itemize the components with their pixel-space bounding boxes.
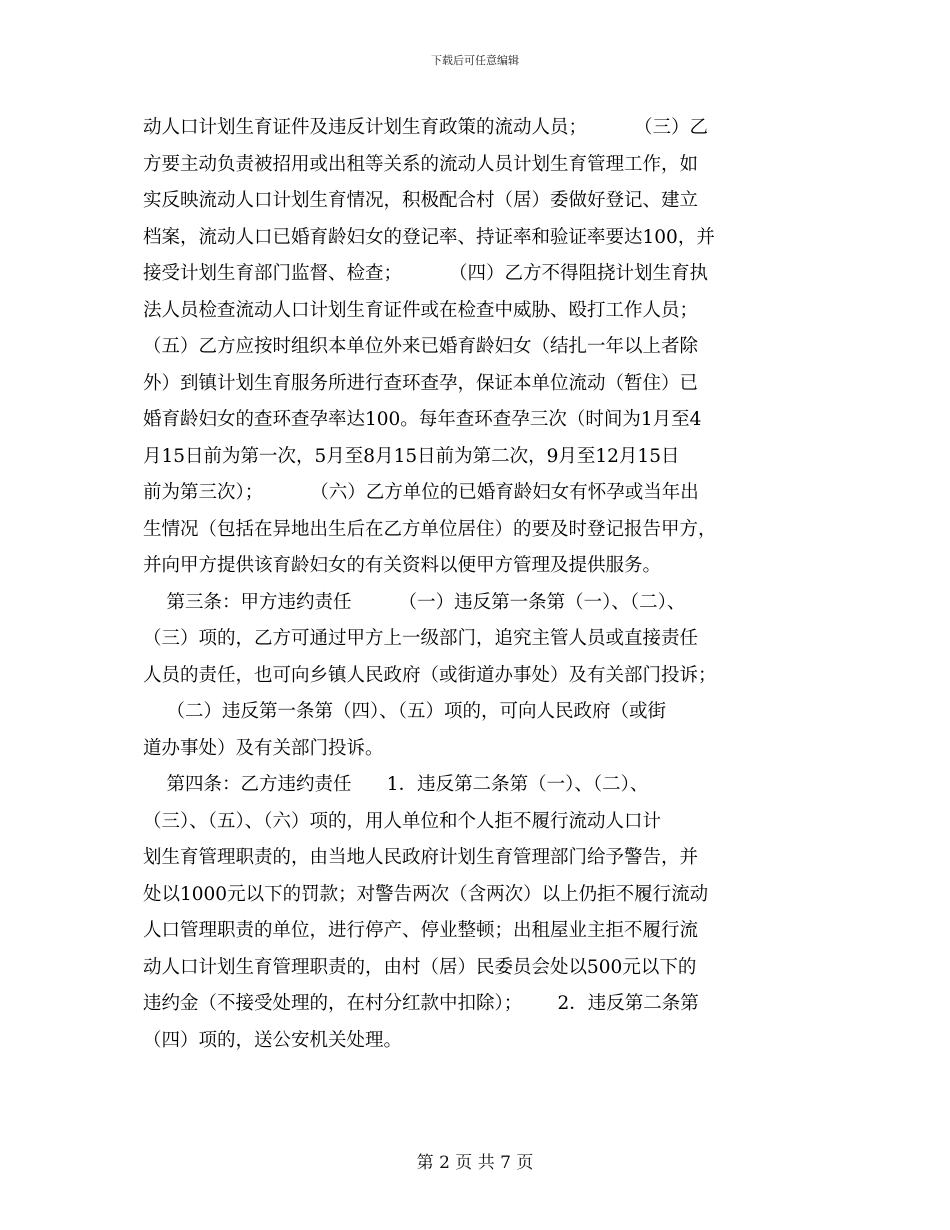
- text-line: 方要主动负责被招用或出租等关系的流动人员计划生育管理工作，如: [143, 153, 699, 175]
- text-line: 人员的责任，也可向乡镇人民政府（或街道办事处）及有关部门投诉；: [143, 664, 717, 686]
- text-line: 法人员检查流动人口计划生育证件或在检查中威胁、殴打工作人员；: [143, 299, 699, 321]
- text-line: （二）违反第一条第（四）、（五）项的，可向人民政府（或街: [143, 701, 667, 722]
- text-line: （五）乙方应按时组织本单位外来已婚育龄妇女（结扎一年以上者除: [143, 336, 699, 357]
- text-line: 划生育管理职责的，由当地人民政府计划生育管理部门给予警告，并: [143, 847, 699, 868]
- text-line: （四）项的，送公安机关处理。: [143, 1029, 403, 1051]
- text-line: 外）到镇计划生育服务所进行查环查孕，保证本单位流动（暂住）已: [143, 372, 699, 394]
- page-number: 第 2 页 共 7 页: [416, 1153, 534, 1173]
- text-line: 月15日前为第一次，5月至8月15日前为第二次，9月至12月15日: [143, 445, 680, 467]
- text-line: 档案，流动人口已婚育龄妇女的登记率、持证率和验证率要达100，并: [143, 226, 715, 248]
- text-line: 第三条：甲方违约责任 （一）违反第一条第（一）、（二）、: [143, 591, 686, 613]
- text-line: 前为第三次）； （六）乙方单位的已婚育龄妇女有怀孕或当年出: [143, 482, 699, 503]
- text-line: 人口管理职责的单位，进行停产、停业整顿；出租屋业主拒不履行流: [143, 920, 699, 941]
- text-line: 并向甲方提供该育龄妇女的有关资料以便甲方管理及提供服务。: [143, 555, 662, 576]
- document-body: [143, 110, 808, 1059]
- text-line: 实反映流动人口计划生育情况，积极配合村（居）委做好登记、建立: [143, 190, 699, 211]
- text-line: （三）项的，乙方可通过甲方上一级部门，追究主管人员或直接责任: [143, 628, 699, 649]
- text-line: 婚育龄妇女的查环查孕率达100。每年查环查孕三次（时间为1月至4: [143, 409, 702, 430]
- text-line: 生情况（包括在异地出生后在乙方单位居住）的要及时登记报告甲方，: [143, 518, 717, 540]
- text-line: 接受计划生育部门监督、检查； （四）乙方不得阻挠计划生育执: [143, 263, 709, 284]
- text-line: 违约金（不接受处理的，在村分红款中扣除）； 2．违反第二条第: [143, 993, 699, 1014]
- text-line: 动人口计划生育证件及违反计划生育政策的流动人员； （三）乙: [143, 117, 709, 138]
- text-line: 动人口计划生育管理职责的，由村（居）民委员会处以500元以下的: [143, 956, 697, 978]
- text-line: （三）、（五）、（六）项的，用人单位和个人拒不履行流动人口计: [143, 810, 662, 832]
- text-line: 第四条：乙方违约责任 1．违反第二条第（一）、（二）、: [143, 774, 649, 795]
- text-line: 道办事处）及有关部门投诉。: [143, 737, 384, 759]
- text-line: 处以1000元以下的罚款；对警告两次（含两次）以上仍拒不履行流动: [143, 883, 709, 905]
- page-header: 下载后可任意编辑: [431, 54, 519, 67]
